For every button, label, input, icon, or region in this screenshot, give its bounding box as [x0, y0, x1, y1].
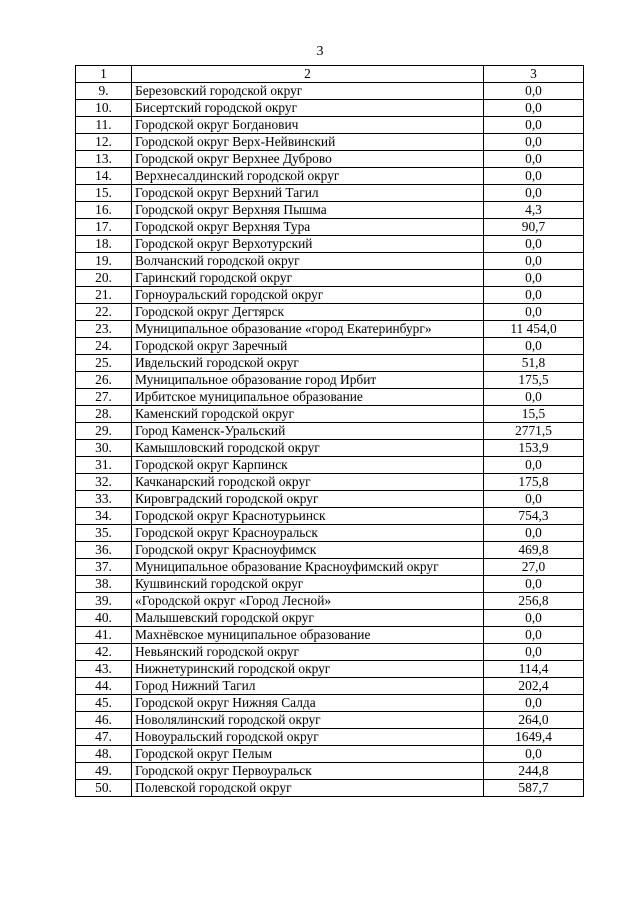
municipality-name-cell: Березовский городской округ [132, 83, 484, 100]
value-cell: 1649,4 [484, 729, 584, 746]
table-row [76, 695, 584, 712]
municipality-name-cell: Городской округ Заречный [132, 338, 484, 355]
table-row [76, 593, 584, 610]
municipality-name-cell: Гаринский городской округ [132, 270, 484, 287]
row-number-cell: 32. [76, 474, 132, 491]
column-header-value: 3 [484, 66, 584, 83]
value-cell: 15,5 [484, 406, 584, 423]
value-cell: 0,0 [484, 695, 584, 712]
row-number-cell: 34. [76, 508, 132, 525]
value-cell: 2771,5 [484, 423, 584, 440]
row-number-cell: 16. [76, 202, 132, 219]
table-row [76, 474, 584, 491]
municipality-name-cell: Городской округ Нижняя Салда [132, 695, 484, 712]
row-number-cell: 47. [76, 729, 132, 746]
row-number-cell: 25. [76, 355, 132, 372]
value-cell: 0,0 [484, 83, 584, 100]
municipality-name-cell: Махнёвское муниципальное образование [132, 627, 484, 644]
municipality-name-cell: Невьянский городской округ [132, 644, 484, 661]
table-row [76, 440, 584, 457]
municipality-name-cell: Городской округ Пелым [132, 746, 484, 763]
value-cell: 27,0 [484, 559, 584, 576]
value-cell: 469,8 [484, 542, 584, 559]
value-cell: 114,4 [484, 661, 584, 678]
table-row [76, 372, 584, 389]
table-row [76, 270, 584, 287]
municipality-name-cell: Каменский городской округ [132, 406, 484, 423]
table-row [76, 780, 584, 797]
value-cell: 153,9 [484, 440, 584, 457]
table-row [76, 661, 584, 678]
municipality-name-cell: Городской округ Красноуральск [132, 525, 484, 542]
municipality-name-cell: Бисертский городской округ [132, 100, 484, 117]
value-cell: 754,3 [484, 508, 584, 525]
municipality-name-cell: Городской округ Верх-Нейвинский [132, 134, 484, 151]
row-number-cell: 46. [76, 712, 132, 729]
value-cell: 0,0 [484, 253, 584, 270]
row-number-cell: 15. [76, 185, 132, 202]
table-row [76, 304, 584, 321]
row-number-cell: 37. [76, 559, 132, 576]
value-cell: 0,0 [484, 746, 584, 763]
value-cell: 0,0 [484, 185, 584, 202]
row-number-cell: 48. [76, 746, 132, 763]
municipality-name-cell: Городской округ Карпинск [132, 457, 484, 474]
row-number-cell: 38. [76, 576, 132, 593]
table-row [76, 168, 584, 185]
municipality-name-cell: Городской округ Верхнее Дуброво [132, 151, 484, 168]
value-cell: 0,0 [484, 491, 584, 508]
value-cell: 0,0 [484, 236, 584, 253]
municipality-name-cell: Город Нижний Тагил [132, 678, 484, 695]
row-number-cell: 39. [76, 593, 132, 610]
table-row [76, 627, 584, 644]
value-cell: 0,0 [484, 134, 584, 151]
row-number-cell: 22. [76, 304, 132, 321]
municipality-name-cell: Новоуральский городской округ [132, 729, 484, 746]
row-number-cell: 14. [76, 168, 132, 185]
municipality-name-cell: Малышевский городской округ [132, 610, 484, 627]
table-row [76, 559, 584, 576]
table-row [76, 576, 584, 593]
value-cell: 0,0 [484, 304, 584, 321]
row-number-cell: 43. [76, 661, 132, 678]
value-cell: 0,0 [484, 457, 584, 474]
row-number-cell: 9. [76, 83, 132, 100]
municipality-name-cell: Городской округ Краснотурьинск [132, 508, 484, 525]
table-row [76, 202, 584, 219]
row-number-cell: 50. [76, 780, 132, 797]
table-row [76, 610, 584, 627]
value-cell: 0,0 [484, 270, 584, 287]
table-row [76, 729, 584, 746]
table-row [76, 644, 584, 661]
table-row [76, 763, 584, 780]
municipality-name-cell: Муниципальное образование город Ирбит [132, 372, 484, 389]
municipality-name-cell: Кушвинский городской округ [132, 576, 484, 593]
page-number: 3 [316, 44, 324, 59]
value-cell: 0,0 [484, 117, 584, 134]
table-row [76, 134, 584, 151]
municipality-name-cell: Городской округ Красноуфимск [132, 542, 484, 559]
municipality-name-cell: Волчанский городской округ [132, 253, 484, 270]
municipality-name-cell: Нижнетуринский городской округ [132, 661, 484, 678]
municipality-table [75, 65, 584, 797]
table-row [76, 712, 584, 729]
table-row [76, 457, 584, 474]
row-number-cell: 10. [76, 100, 132, 117]
value-cell: 202,4 [484, 678, 584, 695]
table-header-row [76, 66, 584, 83]
table-row [76, 321, 584, 338]
row-number-cell: 12. [76, 134, 132, 151]
municipality-name-cell: Муниципальное образование Красноуфимский округ [132, 559, 484, 576]
value-cell: 0,0 [484, 287, 584, 304]
municipality-name-cell: Городской округ Богданович [132, 117, 484, 134]
table-row [76, 423, 584, 440]
value-cell: 51,8 [484, 355, 584, 372]
row-number-cell: 13. [76, 151, 132, 168]
row-number-cell: 23. [76, 321, 132, 338]
value-cell: 256,8 [484, 593, 584, 610]
value-cell: 0,0 [484, 151, 584, 168]
row-number-cell: 20. [76, 270, 132, 287]
value-cell: 0,0 [484, 576, 584, 593]
municipality-name-cell: Городской округ Дегтярск [132, 304, 484, 321]
municipality-name-cell: Муниципальное образование «город Екатеринбург» [132, 321, 484, 338]
column-header-number: 1 [76, 66, 132, 83]
row-number-cell: 36. [76, 542, 132, 559]
municipality-name-cell: Верхнесалдинский городской округ [132, 168, 484, 185]
municipality-name-cell: Новолялинский городской округ [132, 712, 484, 729]
row-number-cell: 29. [76, 423, 132, 440]
table-row [76, 355, 584, 372]
table-row [76, 219, 584, 236]
row-number-cell: 49. [76, 763, 132, 780]
value-cell: 0,0 [484, 627, 584, 644]
row-number-cell: 24. [76, 338, 132, 355]
value-cell: 0,0 [484, 168, 584, 185]
value-cell: 11 454,0 [484, 321, 584, 338]
row-number-cell: 42. [76, 644, 132, 661]
row-number-cell: 45. [76, 695, 132, 712]
row-number-cell: 28. [76, 406, 132, 423]
municipality-name-cell: Городской округ Верхотурский [132, 236, 484, 253]
value-cell: 264,0 [484, 712, 584, 729]
value-cell: 175,5 [484, 372, 584, 389]
table-row [76, 508, 584, 525]
row-number-cell: 41. [76, 627, 132, 644]
municipality-name-cell: Город Каменск-Уральский [132, 423, 484, 440]
table-row [76, 338, 584, 355]
table-row [76, 542, 584, 559]
table-row [76, 83, 584, 100]
municipality-name-cell: Городской округ Верхний Тагил [132, 185, 484, 202]
municipality-name-cell: Полевской городской округ [132, 780, 484, 797]
table-row [76, 100, 584, 117]
table-row [76, 185, 584, 202]
municipality-name-cell: Качканарский городской округ [132, 474, 484, 491]
value-cell: 4,3 [484, 202, 584, 219]
table-body [76, 83, 584, 797]
row-number-cell: 17. [76, 219, 132, 236]
municipality-name-cell: Городской округ Первоуральск [132, 763, 484, 780]
municipality-name-cell: Городской округ Верхняя Тура [132, 219, 484, 236]
row-number-cell: 21. [76, 287, 132, 304]
value-cell: 0,0 [484, 525, 584, 542]
municipality-name-cell: Кировградский городской округ [132, 491, 484, 508]
table-row [76, 389, 584, 406]
table-row [76, 491, 584, 508]
table-row [76, 678, 584, 695]
municipality-name-cell: Горноуральский городской округ [132, 287, 484, 304]
value-cell: 175,8 [484, 474, 584, 491]
table-row [76, 117, 584, 134]
value-cell: 0,0 [484, 100, 584, 117]
table-row [76, 287, 584, 304]
table-row [76, 253, 584, 270]
value-cell: 0,0 [484, 338, 584, 355]
value-cell: 244,8 [484, 763, 584, 780]
row-number-cell: 30. [76, 440, 132, 457]
municipality-name-cell: «Городской округ «Город Лесной» [132, 593, 484, 610]
row-number-cell: 33. [76, 491, 132, 508]
value-cell: 587,7 [484, 780, 584, 797]
column-header-name: 2 [132, 66, 484, 83]
value-cell: 0,0 [484, 389, 584, 406]
row-number-cell: 27. [76, 389, 132, 406]
row-number-cell: 35. [76, 525, 132, 542]
municipality-name-cell: Ирбитское муниципальное образование [132, 389, 484, 406]
row-number-cell: 11. [76, 117, 132, 134]
municipality-name-cell: Камышловский городской округ [132, 440, 484, 457]
row-number-cell: 19. [76, 253, 132, 270]
row-number-cell: 40. [76, 610, 132, 627]
table-row [76, 151, 584, 168]
row-number-cell: 26. [76, 372, 132, 389]
value-cell: 0,0 [484, 644, 584, 661]
table-row [76, 746, 584, 763]
value-cell: 90,7 [484, 219, 584, 236]
municipality-name-cell: Ивдельский городской округ [132, 355, 484, 372]
row-number-cell: 31. [76, 457, 132, 474]
table-row [76, 236, 584, 253]
value-cell: 0,0 [484, 610, 584, 627]
row-number-cell: 44. [76, 678, 132, 695]
municipality-name-cell: Городской округ Верхняя Пышма [132, 202, 484, 219]
table-row [76, 525, 584, 542]
table-row [76, 406, 584, 423]
row-number-cell: 18. [76, 236, 132, 253]
